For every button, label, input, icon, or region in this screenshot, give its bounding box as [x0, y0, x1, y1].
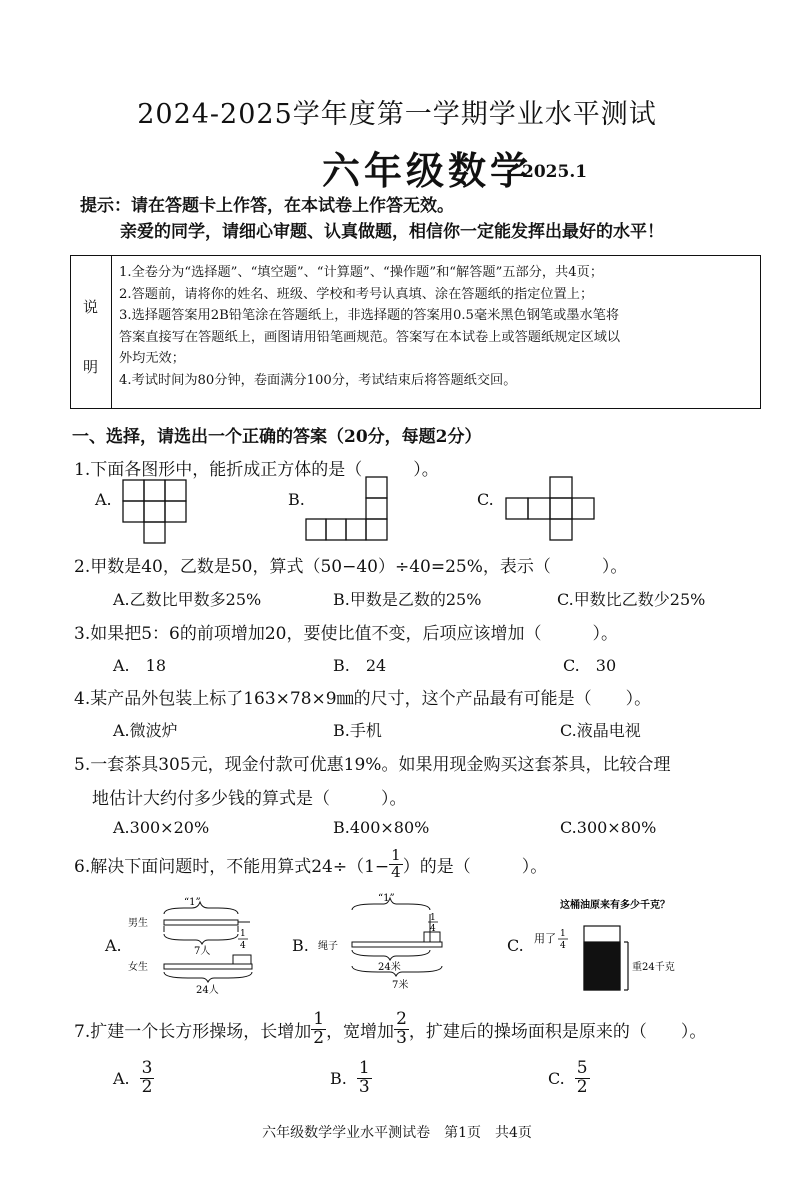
option-a: A. 18: [113, 656, 167, 675]
option-c: C. $\frac{5}{2}$: [548, 1058, 588, 1097]
fraction: $\frac{1}{2}$: [313, 1009, 325, 1048]
twentyfour-people-label: 24人: [196, 985, 219, 996]
option-a: A.300×20%: [113, 818, 210, 837]
stem-text: ，扩建后的操场面积是原来的（ ）。: [408, 1021, 707, 1042]
diagram-a: [128, 892, 258, 997]
fraction-denominator: 4: [560, 941, 566, 951]
fraction-numerator: 1: [560, 929, 566, 939]
stem-text: ，宽增加: [326, 1021, 395, 1042]
option-a-label: A.: [105, 936, 122, 955]
exam-title: 2024-2025学年度第一学期学业水平测试: [137, 99, 657, 130]
instruction-line: 4.考试时间为80分钟，卷面满分100分，考试结束后将答题纸交回。: [119, 372, 517, 388]
fraction-numerator: 1: [430, 913, 436, 923]
question-2-stem: 2.甲数是40，乙数是50，算式（50−40）÷40=25%，表示（ ）。: [74, 557, 628, 577]
question-3-stem: 3.如果把5：6的前项增加20，要使比值不变，后项应该增加（ ）。: [74, 624, 618, 644]
unit-one-label: “1”: [184, 897, 201, 908]
stem-text: 6.解决下面问题时，不能用算式24÷（1−: [74, 856, 390, 877]
fraction-numerator: 1: [240, 929, 246, 939]
question-5-stem-line2: 地估计大约付多少钱的算式是（ ）。: [92, 789, 407, 809]
instruction-line: 3.选择题答案用2B铅笔涂在答题纸上，非选择题的答案用0.5毫米黑色钢笔或墨水笔将: [119, 308, 620, 323]
instruction-line: 1.全卷分为“选择题”、“填空题”、“计算题”、“操作题”和“解答题”五部分，共4页；: [119, 265, 604, 280]
twentyfour-meter-label: 24米: [378, 962, 401, 973]
rope-label: 绳子: [318, 941, 338, 952]
option-c: C.300×80%: [560, 818, 657, 837]
option-a-label: A.: [95, 490, 112, 509]
oil-question-label: 这桶油原来有多少千克？: [560, 900, 670, 911]
answer-tip: 提示：请在答题卡上作答，在本试卷上作答无效。: [80, 196, 454, 216]
instructions-label: [71, 256, 112, 408]
diagram-c: [530, 896, 710, 996]
option-b: B. 24: [333, 656, 387, 675]
net-a-figure: [122, 479, 188, 545]
option-c: C. 30: [563, 656, 617, 675]
net-c-figure: [505, 476, 597, 542]
question-4-stem: 4.某产品外包装上标了163×78×9㎜的尺寸，这个产品最有可能是（ ）。: [74, 689, 652, 709]
instruction-line: 2.答题前，请将你的姓名、班级、学校和考号认真填、涂在答题纸的指定位置上；: [119, 286, 594, 302]
weight-label: 重24千克: [632, 962, 675, 973]
diagram-b: [318, 892, 448, 997]
section-title: 一、选择，请选出一个正确的答案（20分，每题2分）: [72, 427, 482, 447]
option-b-label: B.: [292, 936, 309, 955]
option-a: A.乙数比甲数多25%: [113, 590, 262, 609]
fraction: $\frac{2}{3}$: [396, 1009, 407, 1048]
stem-text: 7.扩建一个长方形操场，长增加: [74, 1021, 312, 1042]
girl-label: 女生: [128, 962, 148, 973]
net-b-figure: [305, 476, 389, 542]
option-c: C.液晶电视: [560, 721, 641, 740]
instructions-box: [70, 255, 761, 409]
option-b: B.甲数是乙数的25%: [333, 590, 482, 609]
question-7-stem: [74, 1011, 706, 1048]
fraction: $\frac{1}{4}$: [391, 846, 401, 881]
option-c: C.甲数比乙数少25%: [557, 590, 706, 609]
instruction-line: 外均无效；: [119, 351, 185, 366]
question-6-stem: [74, 848, 547, 881]
option-c-label: C.: [477, 490, 494, 509]
option-b: B.手机: [333, 721, 382, 740]
page-footer: 六年级数学学业水平测试卷 第1页 共4页: [262, 1125, 532, 1141]
instruction-line: 答案直接写在答题纸上，画图请用铅笔画规范。答案写在本试卷上或答题纸规定区域以: [119, 329, 621, 345]
unit-one-label: “1”: [378, 893, 395, 904]
label-char: 说: [83, 298, 99, 316]
seven-meter-label: 7米: [392, 980, 409, 991]
stem-text: ）的是（ ）。: [402, 856, 548, 877]
fraction-denominator: 4: [240, 941, 246, 951]
option-a: A. $\frac{3}{2}$: [113, 1058, 153, 1097]
option-b: B. $\frac{1}{3}$: [330, 1058, 370, 1097]
label-char: 明: [83, 358, 99, 376]
encouragement: 亲爱的同学，请细心审题、认真做题，相信你一定能发挥出最好的水平！: [120, 222, 664, 242]
question-5-stem-line1: 5.一套茶具305元，现金付款可优惠19%。如果用现金购买这套茶具，比较合理: [74, 755, 671, 775]
used-label: 用了: [534, 932, 556, 945]
fraction-denominator: 4: [430, 924, 436, 934]
option-c-label: C.: [507, 936, 524, 955]
seven-people-label: 7人: [194, 946, 211, 957]
option-a: A.微波炉: [113, 721, 178, 740]
option-b-label: B.: [288, 490, 305, 509]
question-1-stem: 1.下面各图形中，能折成正方体的是（ ）。: [74, 460, 439, 480]
subject-title: 六年级数学: [322, 148, 533, 193]
boy-label: 男生: [128, 918, 148, 929]
instructions-text: [119, 262, 753, 391]
exam-date: 2025.1: [522, 162, 588, 182]
option-b: B.400×80%: [333, 818, 430, 837]
